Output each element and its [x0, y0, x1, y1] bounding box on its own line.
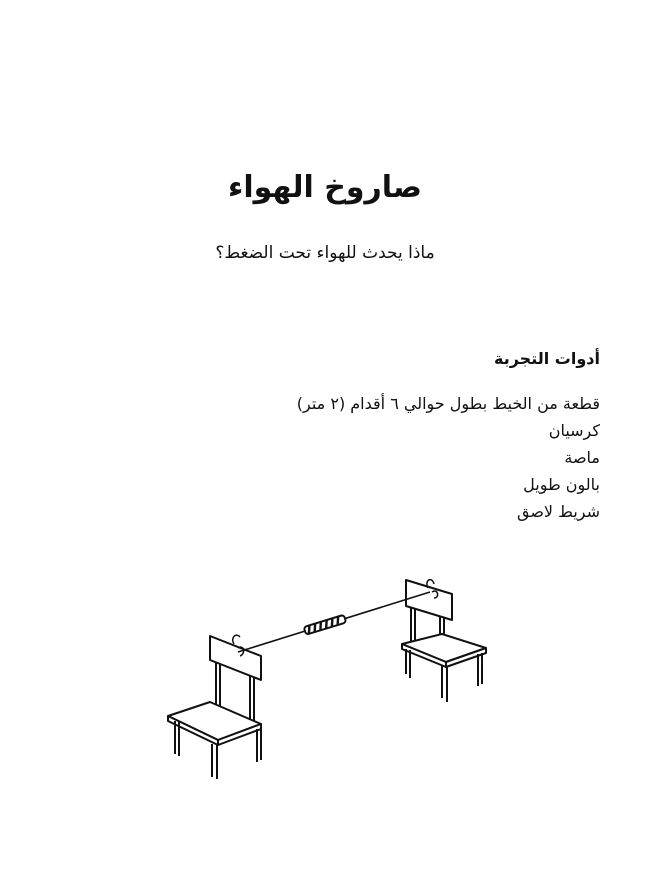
page-title: صاروخ الهواء: [227, 170, 423, 205]
materials-item-tape: شريط لاصق: [516, 502, 600, 521]
materials-item-balloon: بالون طويل: [523, 475, 600, 494]
chairs-string-illustration: [160, 574, 500, 784]
materials-section: [200, 346, 600, 525]
materials-item-straw: ماصة: [564, 448, 600, 467]
materials-list: [200, 390, 600, 525]
right-chair: [402, 580, 486, 702]
materials-item-chairs: كرسيان: [548, 421, 600, 440]
materials-item-string: قطعة من الخيط بطول حوالي ٦ أقدام (٢ متر): [296, 394, 600, 413]
materials-heading: أدوات التجربة: [494, 349, 600, 368]
page-subtitle: ماذا يحدث للهواء تحت الضغط؟: [215, 243, 435, 263]
left-chair: [168, 635, 261, 779]
straw: [304, 615, 347, 635]
